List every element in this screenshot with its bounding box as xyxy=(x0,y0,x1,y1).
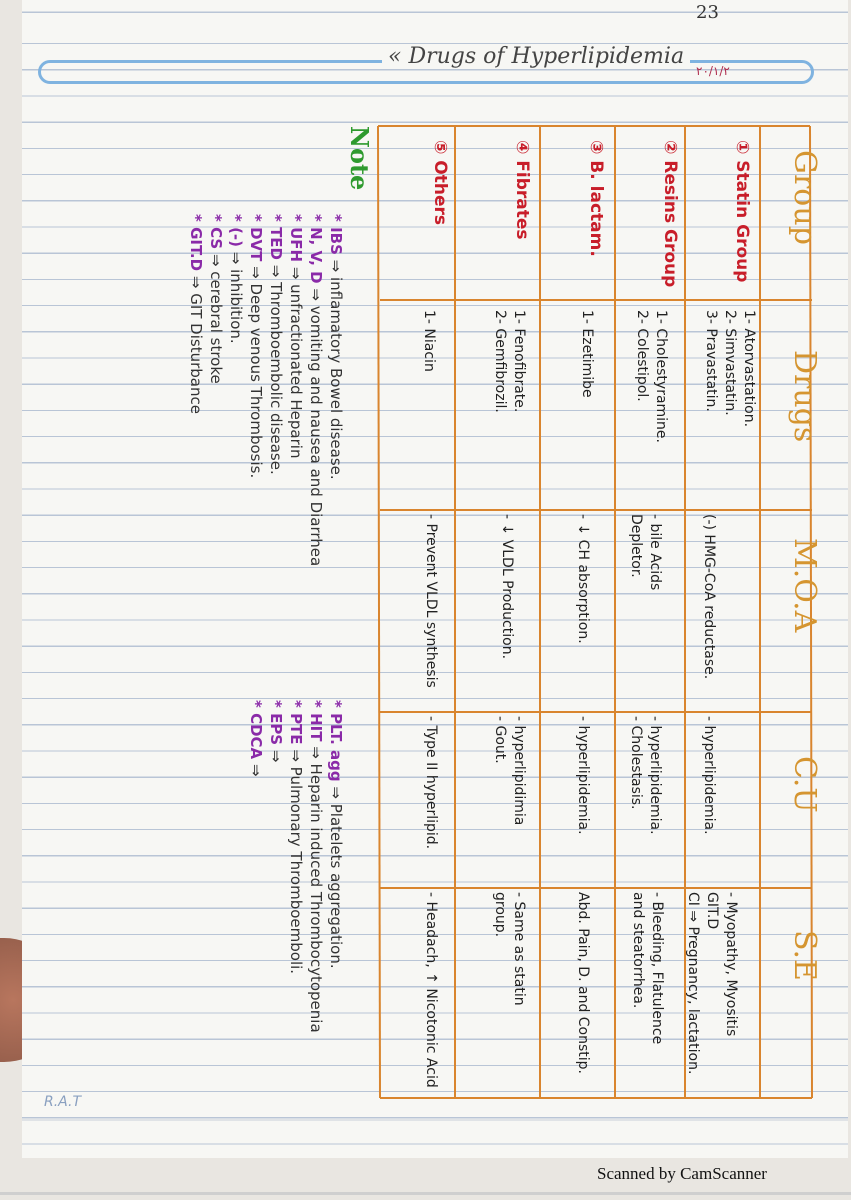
se-item: Abd. Pain, D. and Constip. xyxy=(575,892,591,1074)
cu-item: - hyperlipidemia. xyxy=(575,716,591,835)
drug-item: 1- Fenofibrate. xyxy=(511,310,527,413)
se-item: - Bleeding, Flatulence xyxy=(649,892,665,1045)
bottom-edge xyxy=(0,1192,851,1195)
se-fibrates xyxy=(490,892,528,1006)
header-group: Group xyxy=(787,150,822,245)
header-moa: M.O.A xyxy=(787,538,822,633)
se-item: group. xyxy=(492,892,508,938)
drug-item: 2- Colestipol. xyxy=(634,310,650,402)
drugs-blactam xyxy=(577,310,596,398)
note-item xyxy=(286,700,306,1033)
se-statin xyxy=(683,892,740,1074)
page-number: 23 xyxy=(696,2,719,23)
note-item xyxy=(186,214,206,566)
cu-item: - hyperlipidimia xyxy=(511,716,527,826)
drug-item: 1- Cholestyramine. xyxy=(653,310,669,443)
note-key: * HIT xyxy=(307,700,325,742)
note-key: * EPS xyxy=(267,700,285,746)
author-initials: R.A.T xyxy=(44,1094,82,1110)
moa-item: (-) HMG-CoA reductase. xyxy=(701,514,717,680)
note-text: ⇒ inhibition. xyxy=(227,251,245,344)
moa-item: - ↓ VLDL Production. xyxy=(499,514,515,660)
se-item: CI ⇒ Pregnancy, lactation. xyxy=(685,892,701,1075)
drugs-statin xyxy=(701,310,758,427)
note-text: ⇒ inflamatory Bowel disease. xyxy=(327,259,345,480)
note-item xyxy=(306,214,326,566)
note-key: * N, V, D xyxy=(307,214,325,284)
moa-item: Depletor. xyxy=(628,514,644,578)
cu-fibrates xyxy=(490,716,528,825)
note-key: * TED xyxy=(267,214,285,260)
note-key: * DVT xyxy=(247,214,265,262)
se-resins xyxy=(628,892,666,1044)
moa-item: - bile Acids xyxy=(647,514,663,591)
cu-statin xyxy=(699,716,718,835)
cu-blactam xyxy=(573,716,592,835)
note-text: ⇒ xyxy=(247,763,265,777)
note-text: ⇒ Pulmonary Thromboemboli. xyxy=(287,749,305,975)
cu-others xyxy=(421,716,440,849)
note-item xyxy=(326,214,346,566)
cu-item: - hyperlipidemia. xyxy=(647,716,663,835)
note-key: * CDCA xyxy=(247,700,265,760)
cu-item: - Gout. xyxy=(492,716,508,764)
drug-item: 1- Niacin xyxy=(421,310,437,372)
note-item xyxy=(246,214,266,566)
scanner-watermark: Scanned by CamScanner xyxy=(597,1164,767,1183)
cu-resins xyxy=(626,716,664,835)
header-se: S.E xyxy=(787,930,822,981)
notes-left xyxy=(186,214,346,566)
drug-item: 3- Pravastatin. xyxy=(703,310,719,412)
note-text: ⇒ Deep venous Thrombosis. xyxy=(247,266,265,479)
group-resins: ② Resins Group xyxy=(660,140,680,288)
header-cu: C.U xyxy=(787,756,822,813)
note-item xyxy=(326,700,346,1033)
cu-item: - hyperlipidemia. xyxy=(701,716,717,835)
moa-statin xyxy=(699,514,718,679)
note-item xyxy=(266,700,286,1033)
note-item xyxy=(246,700,266,1033)
moa-fibrates xyxy=(497,514,516,659)
note-text: ⇒ unfractionated Heparin xyxy=(287,266,305,459)
moa-resins xyxy=(626,514,664,590)
se-item: GIT.D xyxy=(704,892,720,930)
note-item xyxy=(206,214,226,566)
note-text: ⇒ xyxy=(267,749,285,763)
moa-others xyxy=(421,514,440,688)
note-text: ⇒ Platelets aggregation. xyxy=(327,786,345,969)
note-text: ⇒ Heparin induced Thrombocytopenia xyxy=(307,746,325,1033)
note-key: * PLT. agg xyxy=(327,700,345,782)
note-item xyxy=(286,214,306,566)
group-fibrates: ④ Fibrates xyxy=(512,140,532,240)
group-statin: ① Statin Group xyxy=(732,140,752,283)
drugs-fibrates xyxy=(490,310,528,413)
note-key: * CS xyxy=(207,214,225,250)
se-item: - Headach, ↑ Nicotonic Acid xyxy=(423,892,439,1088)
group-others: ⑤ Others xyxy=(430,140,450,226)
cu-item: - Type II hyperlipid. xyxy=(423,716,439,850)
page-title: « Drugs of Hyperlipidemia xyxy=(382,44,690,69)
note-text: ⇒ Thromboembolic disease. xyxy=(267,264,285,475)
se-item: - Same as statin xyxy=(511,892,527,1006)
note-key: * PTE xyxy=(287,700,305,745)
notes-right xyxy=(246,700,346,1033)
moa-item: - ↓ CH absorption. xyxy=(575,514,591,644)
note-item xyxy=(266,214,286,566)
note-item xyxy=(306,700,326,1033)
se-others xyxy=(421,892,440,1088)
note-text: ⇒ cerebral stroke xyxy=(207,253,225,384)
note-key: * GIT.D xyxy=(187,214,205,272)
note-key: * (-) xyxy=(227,214,245,248)
moa-item: - Prevent VLDL synthesis xyxy=(423,514,439,688)
se-blactam xyxy=(573,892,592,1074)
note-text: ⇒ vomiting and nausea and Diarrhea xyxy=(307,288,325,567)
drugs-others xyxy=(419,310,438,372)
drugs-resins xyxy=(632,310,670,443)
cu-item: - Cholestasis. xyxy=(628,716,644,810)
note-title: Note xyxy=(345,126,374,191)
moa-blactam xyxy=(573,514,592,644)
se-item: and steatorrhea. xyxy=(630,892,646,1009)
note-key: * IBS xyxy=(327,214,345,255)
note-key: * UFH xyxy=(287,214,305,263)
group-blactam: ③ B. lactam. xyxy=(586,140,606,257)
note-item xyxy=(226,214,246,566)
note-text: ⇒ GIT Disturbance xyxy=(187,275,205,414)
se-item: - Myopathy, Myositis xyxy=(723,892,739,1037)
drug-item: 2- Gemfibrozil. xyxy=(492,310,508,413)
drug-item: 2- Simvastatin. xyxy=(722,310,738,416)
drug-item: 1- Atorvastation. xyxy=(741,310,757,428)
date-stamp: ٢٠/١/٢ xyxy=(696,64,730,78)
drug-item: 1- Ezetimibe xyxy=(579,310,595,398)
header-drugs: Drugs xyxy=(787,350,822,443)
